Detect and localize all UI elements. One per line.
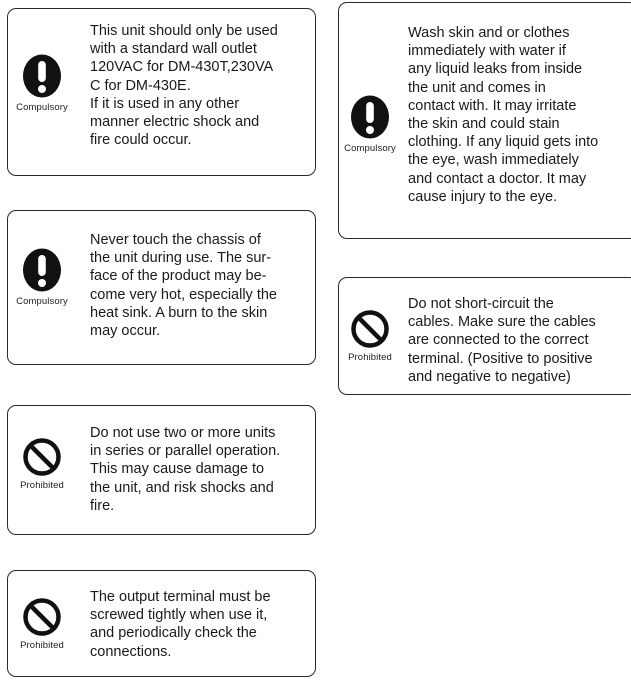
warning-text: Wash skin and or clothes immediately with water if any liquid leaks from inside the unit and comes in contact with. It may irritate the skin and could stain clothing. If any liquid gets into the eye, wash immediately and contact a doctor. It may cause injury to the eye. [408, 25, 599, 205]
prohibited-label: Prohibited [20, 640, 64, 651]
warning-box-short-circuit [338, 277, 631, 395]
compulsory-symbol [14, 247, 70, 307]
prohibited-symbol [14, 437, 70, 491]
warning-text: Do not use two or more units in series or parallel operation. This may cause damage to the unit, and risk shocks and fire. [90, 425, 281, 514]
prohibited-symbol [342, 309, 398, 363]
warning-text: Never touch the chassis of the unit during use. The sur- face of the product may be- come very hot, especially the heat sink. A burn to the skin may occur. [90, 232, 277, 340]
warning-text: This unit should only be used with a standard wall outlet 120VAC for DM-430T,230VA C for DM-430E. If it is used in any other manner electric shock and fire could occur. [90, 23, 278, 149]
compulsory-symbol [14, 53, 70, 113]
warning-box-chassis-hot [7, 210, 316, 365]
exclamation-icon [21, 247, 63, 293]
exclamation-icon [349, 94, 391, 140]
prohibited-symbol [14, 597, 70, 651]
prohibited-icon [22, 437, 62, 477]
prohibited-label: Prohibited [348, 352, 392, 363]
compulsory-label: Compulsory [344, 143, 396, 154]
compulsory-label: Compulsory [16, 296, 68, 307]
exclamation-icon [21, 53, 63, 99]
warning-box-output-terminal [7, 570, 316, 677]
warning-text: The output terminal must be screwed tightly when use it, and periodically check the connections. [90, 589, 271, 660]
warning-box-wall-outlet [7, 8, 316, 176]
compulsory-symbol [342, 94, 398, 154]
warning-box-series-parallel [7, 405, 316, 535]
prohibited-icon [350, 309, 390, 349]
warning-box-liquid-leak [338, 2, 631, 239]
prohibited-icon [22, 597, 62, 637]
prohibited-label: Prohibited [20, 480, 64, 491]
warning-text: Do not short-circuit the cables. Make sure the cables are connected to the correct terminal. (Positive to positive and negative to negative) [408, 296, 596, 385]
compulsory-label: Compulsory [16, 102, 68, 113]
